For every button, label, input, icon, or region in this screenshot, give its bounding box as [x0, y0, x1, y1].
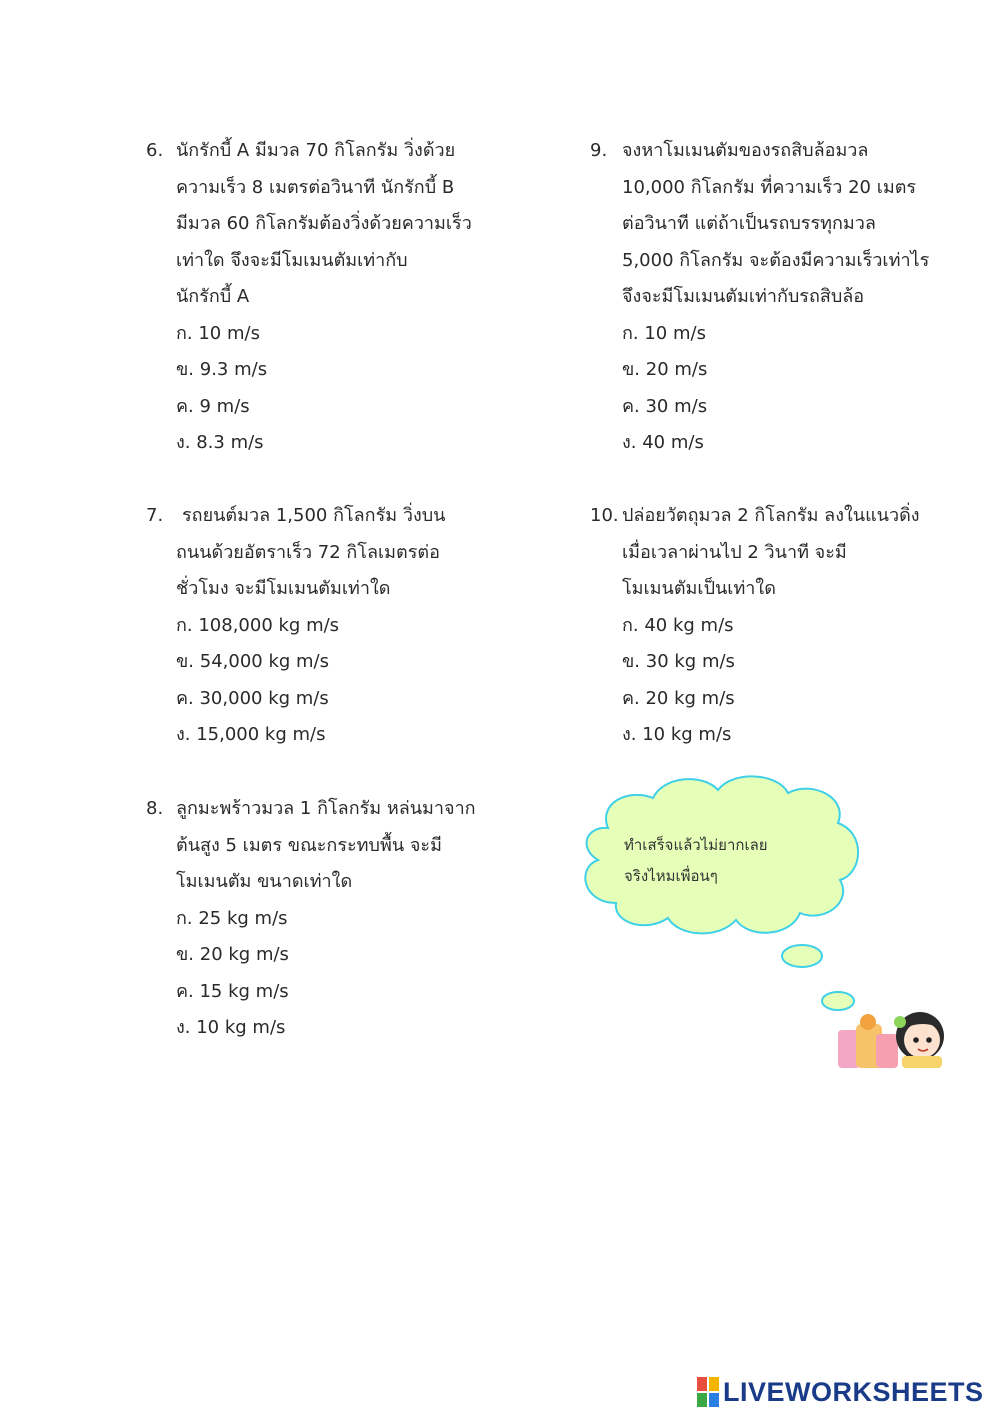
answer-option[interactable]: ข. 20 m/s [622, 359, 708, 380]
answer-option[interactable]: ข. 9.3 m/s [176, 359, 268, 380]
answer-option[interactable]: ง. 40 m/s [622, 432, 704, 453]
question-text-line: โมเมนตัม ขนาดเท่าใด [176, 871, 353, 892]
question-text-line: เท่าใด จึงจะมีโมเมนตัมเท่ากับ [176, 249, 408, 271]
question-text-line: นักรักบี้ A [176, 286, 250, 307]
question-text-line: ต่อวินาที แต่ถ้าเป็นรถบรรทุกมวล [622, 213, 876, 234]
question-number: 10. [590, 505, 619, 526]
answer-option[interactable]: ข. 30 kg m/s [622, 651, 735, 672]
answer-option[interactable]: ก. 10 m/s [622, 322, 706, 344]
cartoon-girl-icon [828, 1000, 953, 1070]
question-text-line: เมื่อเวลาผ่านไป 2 วินาที จะมี [622, 541, 847, 563]
answer-option[interactable]: ก. 10 m/s [176, 322, 260, 344]
question-text-line: จึงจะมีโมเมนตัมเท่ากับรถสิบล้อ [622, 286, 865, 307]
question-text-line: ชั่วโมง จะมีโมเมนตัมเท่าใด [176, 578, 391, 599]
question-text-line: นักรักบี้ A มีมวล 70 กิโลกรัม วิ่งด้วย [176, 140, 456, 161]
question-text-line: ต้นสูง 5 เมตร ขณะกระทบพื้น จะมี [176, 834, 442, 856]
answer-option[interactable]: ก. 40 kg m/s [622, 614, 734, 636]
answer-option[interactable]: ง. 10 kg m/s [622, 724, 732, 745]
answer-option[interactable]: ค. 30 m/s [622, 395, 708, 417]
question-text-line: จงหาโมเมนตัมของรถสิบล้อมวล [622, 140, 869, 161]
answer-option[interactable]: ค. 9 m/s [176, 395, 250, 417]
question-number: 8. [146, 798, 164, 819]
thought-bubble [568, 768, 868, 968]
answer-option[interactable]: ค. 30,000 kg m/s [176, 687, 329, 709]
question-number: 7. [146, 505, 164, 526]
question-text-line: โมเมนตัมเป็นเท่าใด [622, 578, 776, 599]
answer-option[interactable]: ข. 20 kg m/s [176, 944, 289, 965]
question-text-line: ความเร็ว 8 เมตรต่อวินาที นักรักบี้ B [176, 176, 455, 198]
answer-option[interactable]: ง. 10 kg m/s [176, 1017, 286, 1038]
answer-option[interactable]: ค. 20 kg m/s [622, 687, 735, 709]
liveworksheets-logo-icon [697, 1377, 719, 1407]
bubble-text-line: จริงไหมเพื่อนๆ [624, 867, 718, 885]
liveworksheets-logo [697, 1375, 984, 1409]
answer-option[interactable]: ง. 15,000 kg m/s [176, 724, 326, 745]
question-text-line: มีมวล 60 กิโลกรัมต้องวิ่งด้วยความเร็ว [176, 213, 472, 234]
answer-option[interactable]: ง. 8.3 m/s [176, 432, 264, 453]
question-text-line: รถยนต์มวล 1,500 กิโลกรัม วิ่งบน [182, 505, 446, 526]
answer-option[interactable]: ค. 15 kg m/s [176, 980, 289, 1002]
answer-option[interactable]: ก. 108,000 kg m/s [176, 614, 340, 636]
question-text-line: ถนนด้วยอัตราเร็ว 72 กิโลเมตรต่อ [176, 541, 440, 563]
question-text-line: 5,000 กิโลกรัม จะต้องมีความเร็วเท่าไร [622, 249, 930, 271]
question-text-line: ลูกมะพร้าวมวล 1 กิโลกรัม หล่นมาจาก [176, 798, 476, 819]
question-text-line: ปล่อยวัตถุมวล 2 กิโลกรัม ลงในแนวดิ่ง [622, 505, 920, 526]
answer-option[interactable]: ข. 54,000 kg m/s [176, 651, 329, 672]
question-text-line: 10,000 กิโลกรัม ที่ความเร็ว 20 เมตร [622, 176, 917, 198]
logo-text: LIVEWORKSHEETS [723, 1376, 984, 1407]
question-number: 6. [146, 140, 164, 161]
question-number: 9. [590, 140, 608, 161]
answer-option[interactable]: ก. 25 kg m/s [176, 907, 288, 929]
bubble-text-line: ทำเสร็จแล้วไม่ยากเลย [624, 836, 768, 854]
